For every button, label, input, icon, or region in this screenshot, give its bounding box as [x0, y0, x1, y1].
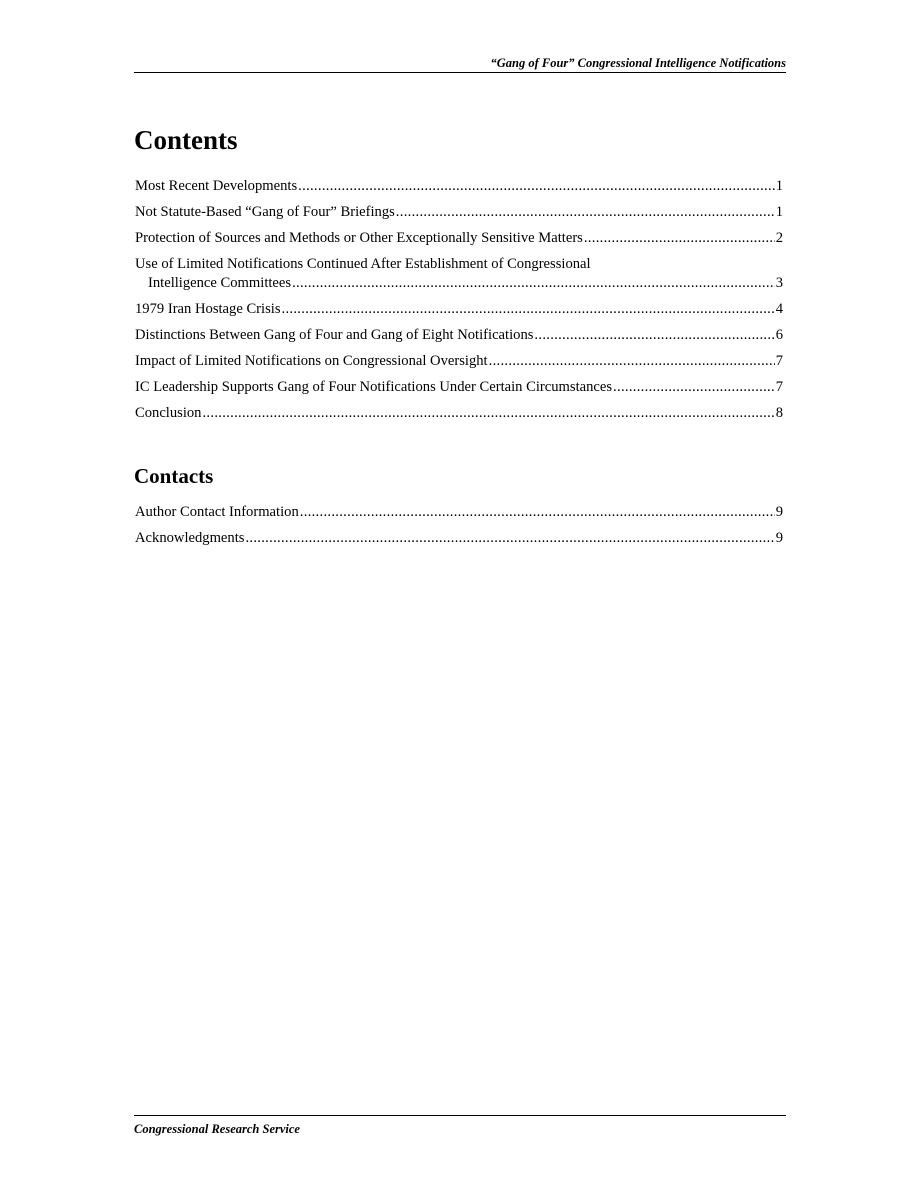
- toc-entry-author-contact[interactable]: [135, 503, 783, 529]
- dot-leader: [396, 203, 775, 222]
- toc-entry-iran-hostage-crisis[interactable]: [135, 300, 783, 326]
- toc-entry-label: Most Recent Developments: [135, 178, 298, 194]
- toc-entry-label: Author Contact Information: [135, 504, 299, 520]
- toc-entry-label: Use of Limited Notifications Continued After Establishment of Congressional: [135, 256, 591, 272]
- running-title: “Gang of Four” Congressional Intelligence Notifications: [490, 56, 786, 70]
- toc-entry-conclusion[interactable]: [135, 404, 783, 430]
- toc-entry-label-continued: Intelligence Committees: [148, 275, 292, 291]
- toc-entry-page: 6: [775, 327, 783, 343]
- toc-entry-page: 4: [775, 301, 783, 317]
- dot-leader: [584, 229, 775, 248]
- toc-entry-label: IC Leadership Supports Gang of Four Notifications Under Certain Circumstances: [135, 379, 613, 395]
- dot-leader: [298, 177, 775, 196]
- toc-entry-page: 1: [775, 178, 783, 194]
- toc-entry-page: 9: [775, 530, 783, 546]
- toc-entry-page: 3: [775, 275, 783, 291]
- dot-leader: [245, 529, 774, 548]
- dot-leader: [292, 274, 775, 293]
- page-header: [134, 56, 786, 73]
- contents-list: [135, 177, 783, 430]
- toc-entry-page: 8: [775, 405, 783, 421]
- toc-entry-ic-leadership[interactable]: [135, 378, 783, 404]
- toc-entry-label: Distinctions Between Gang of Four and Gang of Eight Notifications: [135, 327, 534, 343]
- toc-entry-label: 1979 Iran Hostage Crisis: [135, 301, 281, 317]
- page-footer: [134, 1115, 786, 1137]
- toc-entry-page: 1: [775, 204, 783, 220]
- dot-leader: [300, 503, 775, 522]
- dot-leader: [282, 300, 775, 319]
- dot-leader: [489, 352, 775, 371]
- footer-text: Congressional Research Service: [134, 1122, 300, 1136]
- toc-entry-not-statute-based[interactable]: [135, 203, 783, 229]
- dot-leader: [202, 404, 774, 423]
- toc-entry-page: 9: [775, 504, 783, 520]
- toc-entry-label: Acknowledgments: [135, 530, 245, 546]
- toc-entry-label: Impact of Limited Notifications on Congressional Oversight: [135, 353, 488, 369]
- toc-entry-page: 7: [775, 379, 783, 395]
- contacts-list: [135, 503, 783, 555]
- toc-entry-label: Not Statute-Based “Gang of Four” Briefings: [135, 204, 395, 220]
- toc-entry-use-of-limited-notifications[interactable]: [135, 255, 783, 300]
- toc-entry-distinctions[interactable]: [135, 326, 783, 352]
- contacts-heading: Contacts: [134, 464, 214, 488]
- toc-entry-acknowledgments[interactable]: [135, 529, 783, 555]
- contents-heading: Contents: [134, 125, 238, 155]
- toc-entry-most-recent-developments[interactable]: [135, 177, 783, 203]
- toc-entry-label: Protection of Sources and Methods or Other Exceptionally Sensitive Matters: [135, 230, 583, 246]
- toc-entry-page: 7: [775, 353, 783, 369]
- toc-entry-label: Conclusion: [135, 405, 202, 421]
- toc-entry-protection-of-sources[interactable]: [135, 229, 783, 255]
- toc-entry-impact[interactable]: [135, 352, 783, 378]
- toc-entry-page: 2: [775, 230, 783, 246]
- dot-leader: [613, 378, 775, 397]
- dot-leader: [534, 326, 774, 345]
